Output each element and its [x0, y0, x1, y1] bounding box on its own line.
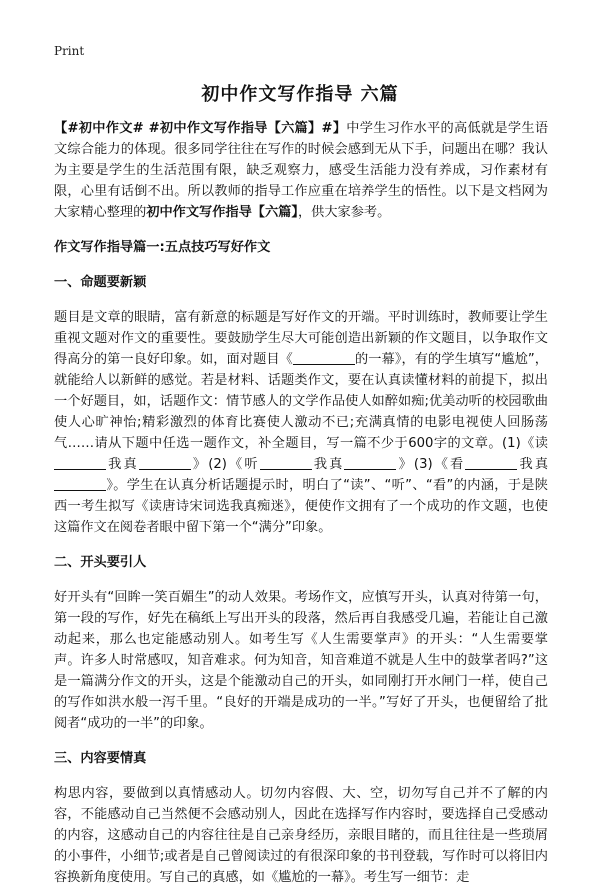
section1-text-h: 》。学生在认真分析话题提示时，明白了“读”、“听”、“看”的内涵，于是陕西一考生拟写《读唐诗宋词选我真痴迷》，便使作文拥有了一个成功的作文题，也使这篇作文在阅卷者眼中留下第一个“满分”印象。 — [54, 478, 548, 535]
section1-text-f: 》(3)《看 — [396, 457, 466, 472]
section1-text-b: 的一幕》，有的学生填写“尴尬”，就能给人以新鲜的感觉。若是材料、话题类作文，要在认真读懂材料的前提下，拟出一个好题目，如，话题作文：情节感人的文学作品使人如醉如痴;优美动听的校园歌曲使人心旷神怡;精彩激烈的体育比赛使人激动不已;充满真情的电影电视使人回肠荡气……请从下题中任选一题作文，补全题目，写一篇不少于600字的文章。(1)《读 — [54, 352, 548, 451]
section1-text-e: 我真 — [311, 457, 345, 472]
section3-paragraph: 构思内容，要做到以真情感动人。切勿内容假、大、空，切勿写自己并不了解的内容，不能感动自己当然便不会感动别人，因此在选择写作内容时，要选择自己受感动的内容，这感动自己的内容往往是自己亲身经历，亲眼目睹的，而且往往是一些琐屑的小事件，小细节;或者是自己曾阅读过的有很深印象的书刊登载，写作时可以将旧内容换新角度使用。写自己的真感，如《尴尬的一幕》。考生写一细节：走 — [54, 786, 548, 885]
fill-blank — [139, 456, 191, 470]
intro-text-1: 中学生习作水平的高低就是学生语文综合能力的体现。很多同学往往在写作的时候会感到无从下手，问题出在哪？我认为主要是学生的生活范围有限，缺乏观察力，感受生活能力没有养成，习作素材有限，心里有话倒不出。所以教师的指导工作应重在培养学生的悟性。以下是文档网为大家精心整理的 — [54, 121, 549, 220]
fill-blank — [465, 456, 517, 470]
print-label: Print — [54, 44, 85, 58]
section2-paragraph: 好开头有“回眸一笑百媚生”的动人效果。考场作文，应慎写开头，认真对待第一句，第一段的写作，好先在稿纸上写出开头的段落，然后再自我感受几遍，若能让自己激动起来，那么也定能感动别人。如考生写《人生需要掌声》的开头：“人生需要掌声。许多人时常感叹，知音难求。何为知音，知音难道不就是人生中的鼓掌者吗?”这是一篇满分作文的开头，这是个能激动自己的开头，如同刚打开水闸门一样，使自己的写作如洪水般一泻千里。“良好的开端是成功的一半。”写好了开头，也便留给了批阅者“成功的一半”的印象。 — [54, 590, 548, 731]
document-title: 初中作文写作指导 六篇 — [201, 84, 399, 105]
fill-blank — [54, 456, 106, 470]
section1-heading: 一、命题要新颖 — [54, 275, 147, 290]
intro-paragraph — [54, 118, 548, 223]
section2-heading: 二、开头要引人 — [54, 555, 147, 570]
fill-blank — [260, 456, 312, 470]
fill-blank — [293, 351, 355, 365]
intro-text-2: ，供大家参考。 — [297, 205, 391, 220]
section1-text-g: 我真 — [517, 457, 549, 472]
fill-blank — [54, 477, 106, 491]
document-body — [54, 118, 548, 888]
fill-blank — [344, 456, 396, 470]
part1-heading: 作文写作指导篇一:五点技巧写好作文 — [54, 240, 271, 255]
section1-text-d: 》(2)《听 — [190, 457, 260, 472]
section1-paragraph — [54, 307, 548, 538]
intro-lead: 【#初中作文# #初中作文写作指导【六篇】#】 — [54, 121, 347, 136]
section3-heading: 三、内容要情真 — [54, 751, 147, 766]
section1-text-c: 我真 — [106, 457, 139, 472]
section1-text-a: 题目是文章的眼睛，富有新意的标题是写好作文的开端。平时训练时，教师要让学生重视文题对作文的重要性。要鼓励学生尽大可能创造出新颖的作文题目，以争取作文得高分的第一良好印象。如，面对题目《 — [54, 310, 548, 367]
intro-bold-title: 初中作文写作指导【六篇】 — [146, 205, 298, 220]
